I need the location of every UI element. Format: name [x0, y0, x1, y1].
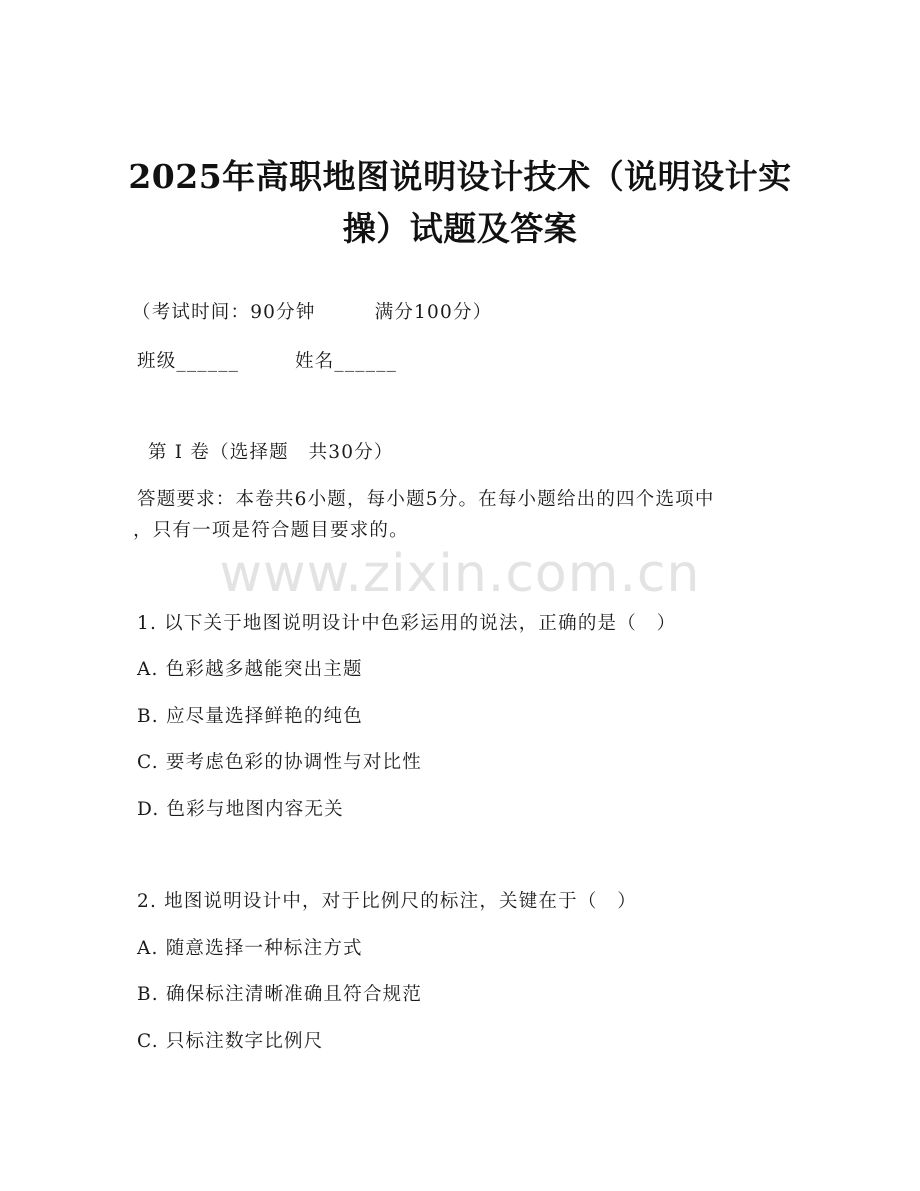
- class-field-label: 班级______: [137, 351, 240, 372]
- question-1-option-a: A. 色彩越多越能突出主题: [137, 659, 363, 680]
- instructions-line-2: ，只有一项是符合题目要求的。: [133, 520, 409, 541]
- question-1-stem: 1. 以下关于地图说明设计中色彩运用的说法，正确的是（ ）: [137, 613, 677, 634]
- name-field-label: 姓名______: [295, 351, 398, 372]
- document-title-line-2: 操）试题及答案: [342, 209, 578, 248]
- instructions-line-1: 答题要求：本卷共6小题，每小题5分。在每小题给出的四个选项中: [137, 489, 715, 510]
- watermark: www.zixin.com.cn: [219, 544, 701, 604]
- question-1-option-d: D. 色彩与地图内容无关: [137, 799, 344, 820]
- question-2-option-b: B. 确保标注清晰准确且符合规范: [137, 984, 423, 1005]
- question-1-option-b: B. 应尽量选择鲜艳的纯色: [137, 706, 363, 727]
- question-2-option-c: C. 只标注数字比例尺: [137, 1031, 324, 1052]
- question-1-option-c: C. 要考虑色彩的协调性与对比性: [137, 752, 422, 773]
- exam-info: （考试时间：90分钟 满分100分）: [132, 302, 493, 323]
- question-2-stem: 2. 地图说明设计中，对于比例尺的标注，关键在于（ ）: [137, 891, 637, 912]
- question-2-option-a: A. 随意选择一种标注方式: [137, 938, 363, 959]
- document-title-line-1: 2025年高职地图说明设计技术（说明设计实: [128, 157, 792, 196]
- section-heading: 第 I 卷（选择题 共30分）: [148, 442, 394, 463]
